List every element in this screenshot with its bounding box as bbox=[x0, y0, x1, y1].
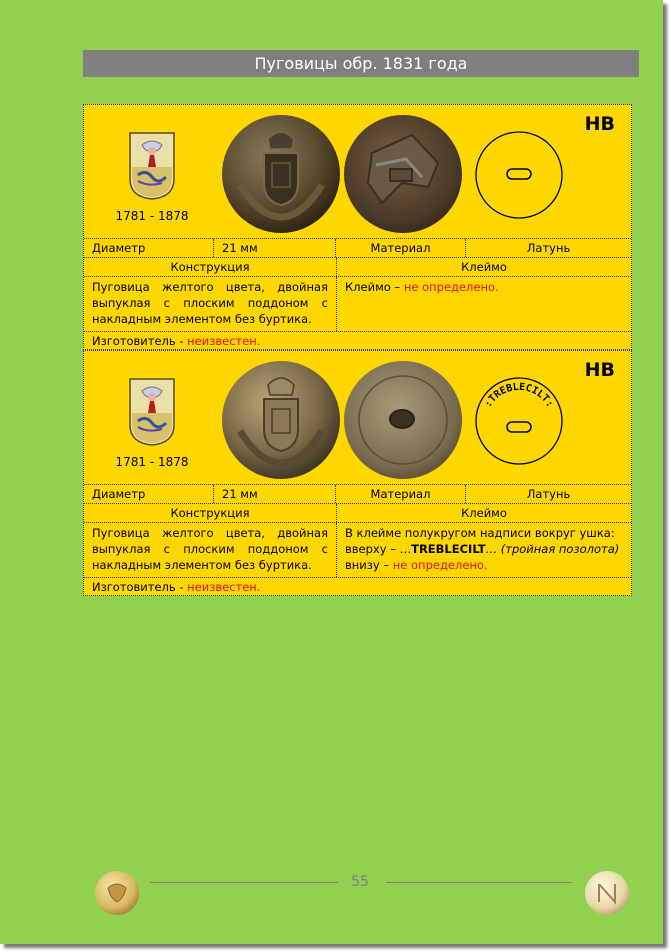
specs-row bbox=[84, 239, 631, 258]
section-headers-row bbox=[84, 258, 631, 277]
years-label: 1781 - 1878 bbox=[115, 455, 189, 469]
button-back-image bbox=[342, 113, 464, 235]
description-row bbox=[84, 523, 631, 578]
mark-line-3: внизу – не определено. bbox=[345, 558, 488, 572]
material-value: Латунь bbox=[526, 487, 571, 501]
image-row bbox=[84, 351, 631, 485]
page-number: 55 bbox=[351, 874, 369, 890]
button-card bbox=[83, 104, 632, 350]
footer-right-button-image bbox=[584, 870, 630, 916]
diameter-value: 21 мм bbox=[214, 485, 336, 503]
material-label: Материал bbox=[336, 485, 466, 503]
footer-divider-right bbox=[386, 882, 572, 883]
coat-of-arms-image bbox=[128, 131, 176, 201]
badge-label: НВ bbox=[584, 359, 615, 381]
construction-text: Пуговица желтого цвета, двойная выпуклая с плоским поддоном с накладным элементом без буртика. bbox=[84, 523, 337, 577]
specs-row bbox=[84, 485, 631, 504]
button-front-image bbox=[220, 113, 342, 235]
mark-prefix: Клеймо – bbox=[345, 280, 401, 294]
maker-value: неизвестен. bbox=[187, 580, 261, 594]
description-row bbox=[84, 277, 631, 332]
mark-value: не определено. bbox=[403, 280, 499, 294]
mark-line-1: В клейме полукругом надписи вокруг ушка: bbox=[345, 526, 615, 540]
mark-value: не определено. bbox=[392, 558, 488, 572]
maker-label: Изготовитель - bbox=[92, 580, 184, 594]
page-title: Пуговицы обр. 1831 года bbox=[83, 50, 639, 77]
footer-left-button-image bbox=[94, 870, 140, 916]
stamp-diagram bbox=[474, 130, 564, 220]
maker-value: неизвестен. bbox=[187, 334, 261, 348]
maker-text bbox=[84, 578, 631, 595]
diameter-label: Диаметр bbox=[84, 239, 214, 257]
mark-header: Клеймо bbox=[461, 260, 507, 274]
mark-text bbox=[337, 523, 631, 577]
section-headers-row bbox=[84, 504, 631, 523]
footer-divider-left bbox=[150, 882, 338, 883]
coat-of-arms-image bbox=[128, 377, 176, 447]
button-front-image bbox=[220, 359, 342, 481]
stamp-text: :TREBLECILT: bbox=[482, 381, 556, 410]
diameter-value: 21 мм bbox=[214, 239, 336, 257]
image-row bbox=[84, 105, 631, 239]
construction-text: Пуговица желтого цвета, двойная выпуклая с плоским поддоном с накладным элементом без буртика. bbox=[84, 277, 337, 331]
maker-row bbox=[84, 578, 631, 595]
badge-label: НВ bbox=[584, 113, 615, 135]
maker-text bbox=[84, 332, 631, 349]
construction-header: Конструкция bbox=[84, 504, 337, 522]
mark-stamp-word: TREBLECILT bbox=[411, 542, 486, 556]
diameter-label: Диаметр bbox=[84, 485, 214, 503]
mark-line-2: вверху – …TREBLECILT… (тройная позолота) bbox=[345, 542, 620, 556]
material-label: Материал bbox=[336, 239, 466, 257]
maker-row bbox=[84, 332, 631, 349]
material-value: Латунь bbox=[526, 241, 571, 255]
mark-header: Клеймо bbox=[461, 506, 507, 520]
construction-header: Конструкция bbox=[84, 258, 337, 276]
stamp-diagram bbox=[474, 376, 564, 466]
years-label: 1781 - 1878 bbox=[115, 209, 189, 223]
maker-label: Изготовитель - bbox=[92, 334, 184, 348]
mark-text bbox=[337, 277, 631, 331]
button-card bbox=[83, 350, 632, 596]
button-back-image bbox=[342, 359, 464, 481]
